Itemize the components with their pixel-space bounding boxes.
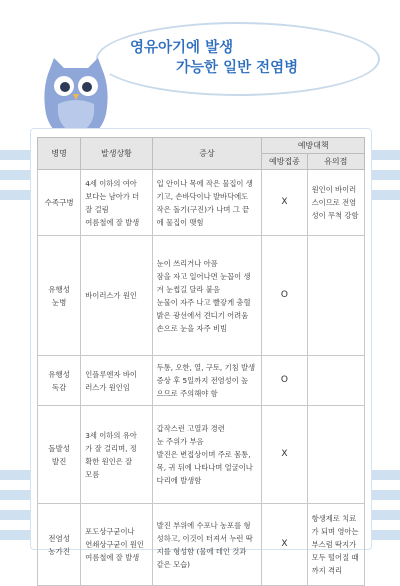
- cell-vaccine: O: [262, 356, 307, 406]
- cell-note-line: 항생제로 치료: [311, 514, 357, 523]
- cell-symptom: [152, 356, 262, 406]
- cell-situation-line: 모름: [85, 469, 100, 479]
- cell-name-line: 수족구병: [44, 198, 74, 207]
- cell-vaccine: X: [262, 406, 307, 504]
- cell-symptom-line: 입 안이나 목에 작은 물집이 생: [156, 178, 253, 188]
- cell-note: [307, 356, 364, 406]
- cell-symptom-line: 다리에 발생함: [156, 476, 202, 485]
- cell-name-line: 유행성: [48, 369, 70, 379]
- cell-situation-line: 잘 걸림: [85, 204, 109, 214]
- cell-situation-line: 연쇄상구균이 원인: [85, 540, 144, 549]
- cell-situation: [81, 406, 152, 504]
- cell-situation-line: 포도상구균이나: [85, 527, 135, 536]
- cell-symptom-line: 눈물이 자주 나고 빨갛게 충혈: [156, 297, 251, 307]
- table-row: [38, 236, 365, 356]
- cell-situation-line: 러스가 원인임: [85, 382, 130, 392]
- disease-table: [37, 137, 365, 586]
- cell-symptom-line: 작은 돌기(구진)가 나며 그 끝: [156, 204, 250, 214]
- cell-situation-line: 4세 이하의 여아: [85, 178, 137, 188]
- cell-name: [38, 504, 81, 586]
- cell-vaccine: X: [262, 170, 307, 236]
- cell-situation-line: 보다는 남아가 더: [85, 191, 140, 201]
- cell-symptom-line: 눈이 쓰리거나 아픔: [156, 258, 218, 268]
- cell-vaccine: O: [262, 236, 307, 356]
- cell-situation-line: 바이러스가 원인: [85, 291, 137, 300]
- cell-symptom: [152, 406, 262, 504]
- cell-symptom-line: 잠을 자고 일어나면 눈꼽이 생: [156, 271, 251, 281]
- cell-note: [307, 504, 364, 586]
- cell-symptom-line: 지를 형성함 (물에 데인 것과: [156, 546, 247, 556]
- header-name: 병명: [38, 138, 81, 170]
- cell-symptom: [152, 170, 262, 236]
- cell-symptom-line: 에 물집이 맺힘: [156, 217, 204, 227]
- cell-name-line: 전염성: [48, 533, 70, 543]
- header-prevention: 예방대책: [262, 138, 365, 154]
- cell-name: [38, 356, 81, 406]
- cell-name: [38, 236, 81, 356]
- cell-name: [38, 170, 81, 236]
- title-line-2: 가능한 일반 전염병: [176, 60, 299, 76]
- cell-symptom-line: 증상 후 5일까지 전염성이 높: [156, 376, 249, 385]
- cell-name-line: 농가진: [48, 546, 70, 556]
- cell-symptom-line: 발진은 변접상이며 주로 몸통,: [156, 450, 251, 459]
- cell-note: [307, 170, 364, 236]
- cell-symptom-line: 눈 주위가 부음: [156, 437, 204, 446]
- cell-vaccine: X: [262, 504, 307, 586]
- cell-symptom-line: 겨 눈썹길 달라 붙음: [156, 284, 221, 294]
- disease-table-card: [30, 128, 372, 575]
- cell-symptom: [152, 504, 262, 586]
- cell-note-line: 성이 무척 강함: [311, 211, 359, 220]
- cell-situation-line: 인플루엔자 바이: [85, 369, 137, 379]
- cell-situation: [81, 504, 152, 586]
- table-row: [38, 356, 365, 406]
- cell-symptom-line: 밝은 광선에서 견디기 어려움: [156, 310, 249, 320]
- cell-symptom-line: 두통, 오한, 열, 구토, 기침 발생: [156, 363, 256, 372]
- page-title: [120, 38, 360, 78]
- cell-name: [38, 406, 81, 504]
- cell-situation-line: 여름철에 잘 발생: [85, 553, 140, 562]
- cell-symptom-line: 성하고, 이것이 터져서 누런 딱: [156, 533, 253, 543]
- cell-name-line: 유행성: [48, 284, 70, 294]
- cell-name-line: 독감: [51, 382, 67, 392]
- cell-situation-line: 여름철에 잘 발생: [85, 217, 140, 227]
- cell-symptom-line: 갑작스런 고열과 경련: [156, 424, 225, 433]
- table-row: [38, 504, 365, 586]
- cell-note-line: 까지 격리: [311, 566, 343, 575]
- cell-note-line: 모두 떨어질 때: [311, 553, 359, 562]
- cell-symptom-line: 목, 귀 뒤에 나타나며 얼굴이나: [156, 463, 253, 472]
- table-row: [38, 170, 365, 236]
- cell-note-line: 스이므로 전염: [311, 198, 357, 207]
- cell-symptom-line: 손으로 눈을 자주 비빔: [156, 323, 228, 333]
- cell-note-line: 원인이 바이러: [311, 185, 357, 194]
- cell-symptom-line: 발진 부위에 수포나 농포를 형: [156, 520, 251, 530]
- cell-situation: [81, 236, 152, 356]
- cell-name-line: 발진: [51, 456, 67, 466]
- table-row: [38, 406, 365, 504]
- cell-symptom-line: 기고, 손바닥이나 발바닥에도: [156, 191, 249, 201]
- cell-note: [307, 406, 364, 504]
- cell-situation: [81, 170, 152, 236]
- header-vaccine: 예방접종: [262, 154, 307, 170]
- cell-symptom-line: 같은 모습): [156, 559, 191, 569]
- cell-name-line: 돌발성: [48, 443, 70, 453]
- cell-situation-line: 3세 이하의 유아: [85, 430, 137, 440]
- cell-note: [307, 236, 364, 356]
- title-line-1: 영유아기에 발생: [130, 40, 234, 56]
- cell-situation-line: 확한 원인은 잘: [85, 456, 133, 466]
- cell-symptom-line: 으므로 주의해야 함: [156, 389, 218, 398]
- cell-situation-line: 가 잘 걸리며, 정: [85, 443, 137, 453]
- cell-note-line: 가 되며 영아는: [311, 527, 359, 536]
- header-situation: 발생상황: [81, 138, 152, 170]
- header-symptom: 증상: [152, 138, 262, 170]
- cell-symptom: [152, 236, 262, 356]
- cell-note-line: 부스럼 딱지가: [311, 540, 357, 549]
- cell-name-line: 눈병: [51, 297, 67, 307]
- cell-situation: [81, 356, 152, 406]
- header-note: 유의점: [307, 154, 364, 170]
